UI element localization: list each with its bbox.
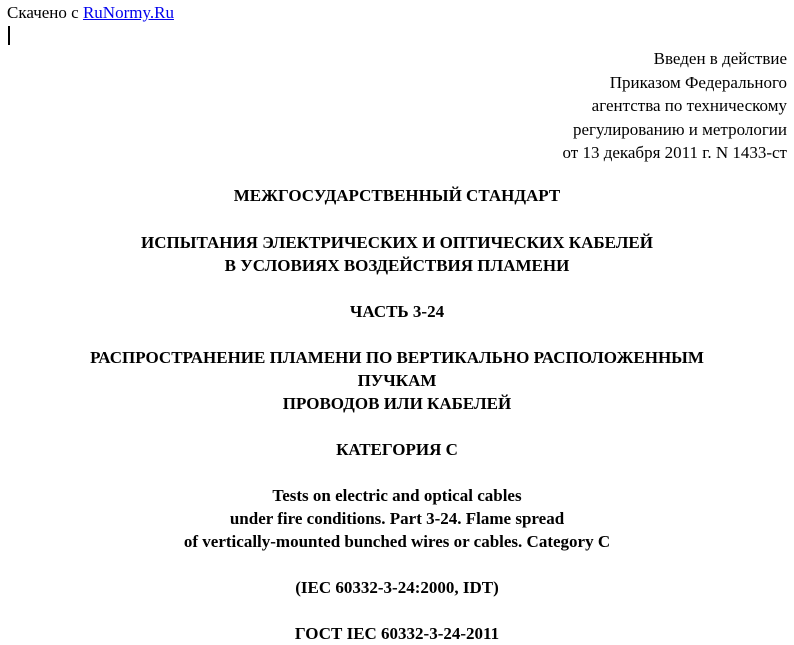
gost-number: ГОСТ IEC 60332-3-24-2011 <box>294 624 500 643</box>
download-source-prefix: Скачено с <box>7 3 79 22</box>
standard-type: МЕЖГОСУДАРСТВЕННЫЙ СТАНДАРТ <box>233 186 561 205</box>
english-title-line: of vertically-mounted bunched wires or cables. Category C <box>183 532 611 551</box>
document-title <box>0 231 794 277</box>
english-title-line: Tests on electric and optical cables <box>272 486 522 505</box>
enactment-block <box>562 47 787 165</box>
enactment-line: агентства по техническому <box>591 96 787 115</box>
download-source-line <box>7 3 174 23</box>
runormy-link[interactable]: RuNormy.Ru <box>82 3 174 22</box>
english-title <box>0 484 794 553</box>
enactment-line: Приказом Федерального <box>609 72 787 92</box>
text-cursor <box>8 26 10 45</box>
part-number: ЧАСТЬ 3-24 <box>349 302 445 321</box>
document-subtitle <box>0 346 794 415</box>
subtitle-line: ПУЧКАМ <box>357 371 437 390</box>
enactment-line: Введен в действие <box>653 49 787 68</box>
enactment-line: от 13 декабря 2011 г. N 1433-ст <box>562 143 787 162</box>
category-label: КАТЕГОРИЯ С <box>336 440 458 459</box>
title-line: В УСЛОВИЯХ ВОЗДЕЙСТВИЯ ПЛАМЕНИ <box>224 256 570 275</box>
iec-reference: (IEC 60332-3-24:2000, IDT) <box>295 578 499 597</box>
english-title-line: under fire conditions. Part 3-24. Flame spread <box>229 509 565 528</box>
enactment-line: регулированию и метрологии <box>572 119 787 139</box>
title-line: ИСПЫТАНИЯ ЭЛЕКТРИЧЕСКИХ И ОПТИЧЕСКИХ КАБЕЛЕЙ <box>141 233 653 252</box>
subtitle-line: РАСПРОСТРАНЕНИЕ ПЛАМЕНИ ПО ВЕРТИКАЛЬНО РАСПОЛОЖЕННЫМ <box>90 348 704 367</box>
subtitle-line: ПРОВОДОВ ИЛИ КАБЕЛЕЙ <box>282 394 512 413</box>
